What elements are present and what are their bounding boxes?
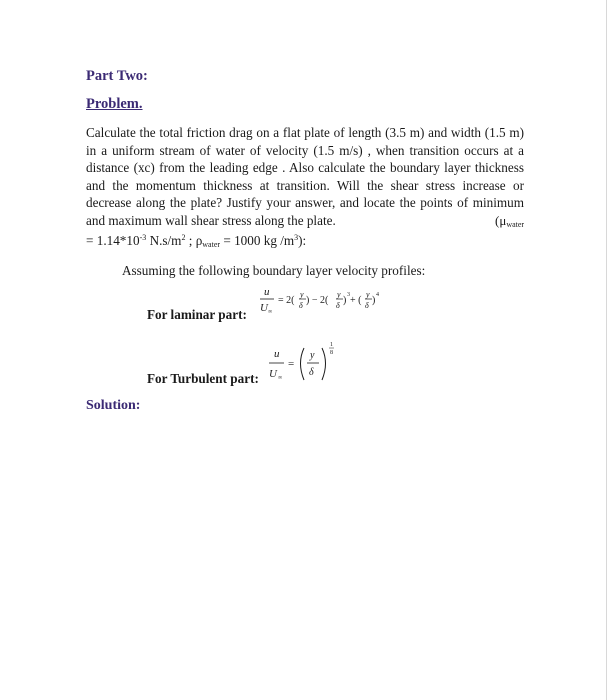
svg-text:4: 4 [376, 292, 379, 298]
turbulent-label: For Turbulent part: [147, 371, 259, 386]
svg-text:): ) [343, 295, 347, 306]
svg-text:): ) [372, 295, 376, 306]
solution-label: Solution: [86, 398, 141, 413]
turbulent-equation [266, 338, 346, 388]
svg-text:δ: δ [365, 301, 369, 310]
svg-text:δ: δ [336, 301, 340, 310]
svg-text:u: u [274, 348, 280, 360]
svg-text:8: 8 [330, 350, 333, 356]
svg-text:y: y [300, 290, 304, 299]
problem-title: Problem. [86, 96, 143, 112]
svg-text:y: y [366, 290, 370, 299]
svg-text:δ: δ [309, 367, 314, 378]
svg-text:3: 3 [347, 292, 350, 298]
eq-u: u [264, 286, 270, 298]
eq-lam-2: ) − 2( [306, 295, 329, 306]
eq-inf: ∞ [268, 309, 273, 315]
eq-U: U [260, 302, 268, 314]
svg-text:=: = [288, 358, 295, 370]
laminar-label: For laminar part: [147, 307, 247, 322]
problem-statement: Calculate the total friction drag on a flat plate of length (3.5 m) and width (1.5 m) in a uniform stream of water of velocity (1.5 m/s) , when transition occurs at a distance (xc) from the leading edge . Also calculate the boundary layer thickness and the momentum thickness at transition. Will the shear stress increase or decrease along the plate? Justify your answer, and locate the points of minimum and maximum wall shear stress along the plate. [86, 125, 524, 228]
svg-text:∞: ∞ [278, 375, 283, 381]
svg-text:y: y [337, 290, 341, 299]
assumption-text: Assuming the following boundary layer velocity profiles: [122, 263, 426, 278]
svg-text:+ (: + ( [350, 295, 362, 306]
svg-text:δ: δ [299, 301, 303, 310]
fluid-properties: = $1.14*10^{-3}$ $N.s/m^2$ ; $\rho_{water} = 1000$ kg $/m^3$): [86, 233, 307, 249]
svg-text:U: U [269, 368, 277, 380]
laminar-equation [258, 282, 398, 322]
eq-lam-1: = 2( [278, 295, 295, 306]
svg-text:1: 1 [330, 342, 333, 348]
part-title: Part Two: [86, 68, 148, 84]
svg-text:y: y [310, 350, 315, 361]
viscosity-symbol: ($\mu_{water}$ [495, 213, 525, 229]
